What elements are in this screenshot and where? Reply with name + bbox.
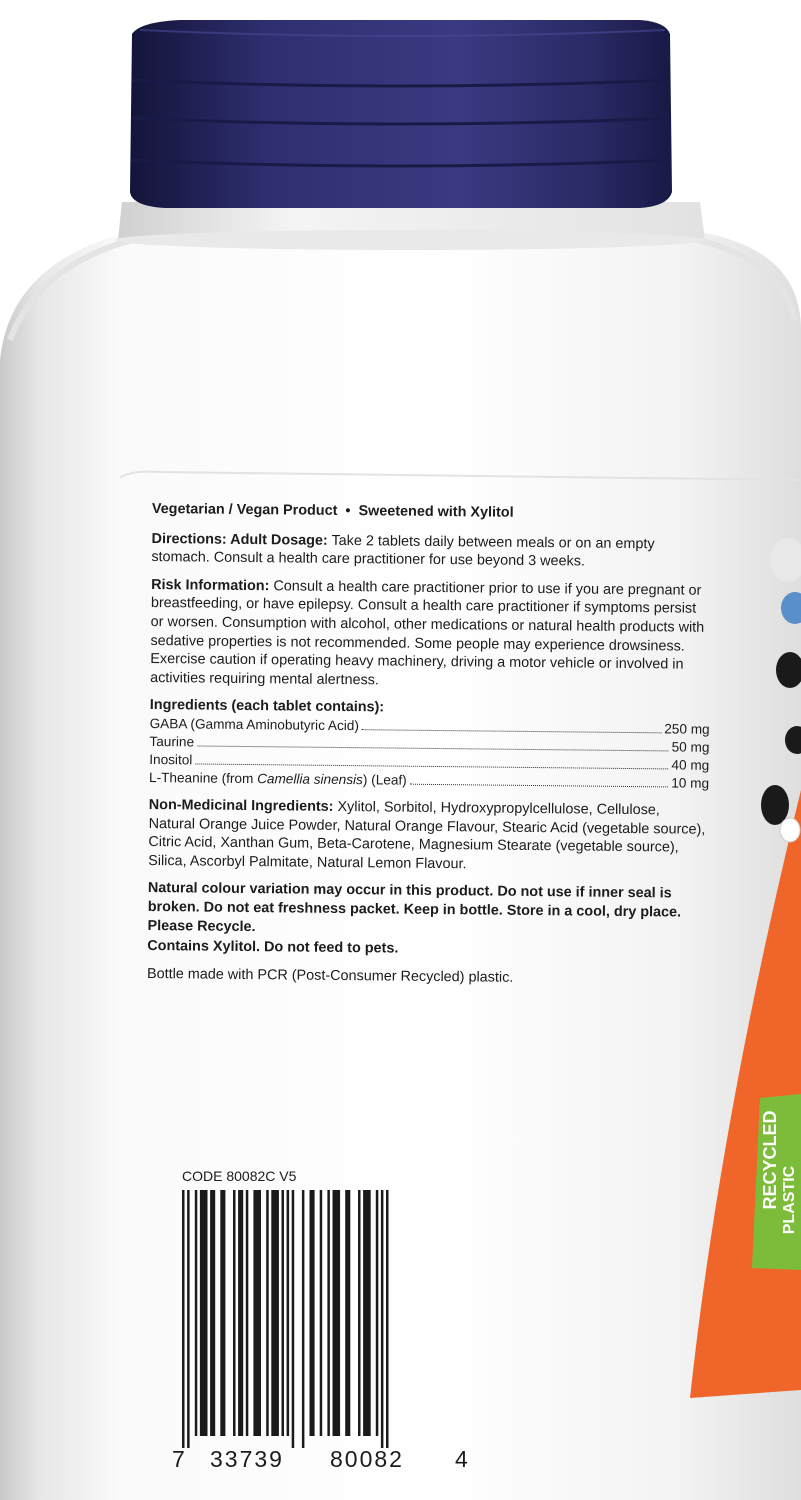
- barcode-digits-right: 80082: [330, 1446, 404, 1472]
- barcode-bar: [358, 1190, 361, 1436]
- risk-label: Risk Information:: [151, 576, 270, 595]
- barcode-bar: [333, 1190, 341, 1436]
- ingredient-amount: 40 mg: [671, 757, 710, 773]
- xylitol-pet-warning: Contains Xylitol. Do not feed to pets.: [147, 938, 399, 957]
- barcode-bar: [195, 1190, 198, 1436]
- barcode-bar: [345, 1190, 350, 1436]
- barcode-digit-last: 4: [455, 1446, 470, 1472]
- directions-text: Take 2 tablets daily between meals or on an empty stomach. Consult a health care practitioner for use beyond 3 weeks.: [151, 532, 655, 570]
- vegan-claim: Vegetarian / Vegan Product: [151, 500, 338, 519]
- barcode-bar: [238, 1190, 243, 1436]
- dot-leader: [195, 763, 668, 769]
- barcode-bar: [386, 1190, 389, 1448]
- non-medicinal-ingredients: [148, 796, 709, 876]
- barcode-bar: [200, 1190, 208, 1436]
- directions: [151, 530, 711, 573]
- ingredient-name: [149, 769, 407, 790]
- label-back-panel: [147, 500, 712, 998]
- barcode-bar: [381, 1190, 384, 1448]
- storage-warning: Natural colour variation may occur in this product. Do not use if inner seal is broken. Do not eat freshness packet. Keep in bottle. Store in a cool, dry place. Please Recycle.: [147, 880, 682, 935]
- svg-text:RECYCLED: RECYCLED: [760, 1110, 780, 1210]
- bottle-cap: [130, 20, 672, 208]
- barcode-bar: [302, 1190, 305, 1448]
- barcode-bar: [253, 1190, 261, 1436]
- barcode-digit-first: 7: [172, 1446, 187, 1472]
- nonmed-text: Xylitol, Sorbitol, Hydroxypropylcellulose, Cellulose, Natural Orange Juice Powder, Natural Orange Flavour, Stearic Acid (vegetable source), Citric Acid, Xanthan Gum, Beta-Carotene, Magnesium Stearate (vegetable source), Silica, Ascorbyl Palmitate, Natural Lemon Flavour.: [148, 798, 706, 873]
- nonmed-label: Non-Medicinal Ingredients:: [148, 796, 334, 815]
- svg-text:PLASTIC: PLASTIC: [781, 1165, 798, 1235]
- barcode-bar: [246, 1190, 249, 1436]
- barcode-bar: [187, 1190, 190, 1448]
- recycle-badge: [752, 1094, 801, 1270]
- barcode-bar: [363, 1190, 371, 1436]
- barcode-digits-left: 33739: [210, 1446, 284, 1472]
- barcode-bar: [182, 1190, 185, 1448]
- barcode-bar: [220, 1190, 225, 1436]
- barcode-bar: [282, 1190, 285, 1436]
- barcode-bar: [233, 1190, 236, 1436]
- ingredient-botanical-name: Camellia sinensis: [257, 771, 363, 788]
- dot-leader: [197, 745, 669, 751]
- ingredient-name-prefix: L-Theanine (from: [149, 769, 258, 787]
- ingredient-name: Taurine: [149, 733, 195, 750]
- risk-information: [150, 576, 711, 693]
- ingredient-amount: 10 mg: [671, 775, 710, 791]
- ingredient-name-suffix: ) (Leaf): [362, 772, 407, 788]
- directions-label: Directions: Adult Dosage:: [151, 530, 328, 549]
- barcode-bar: [327, 1190, 330, 1436]
- barcode-bar: [320, 1190, 323, 1436]
- barcode-bar: [271, 1190, 279, 1436]
- barcode-bar: [210, 1190, 215, 1436]
- ingredients-section: [149, 696, 710, 792]
- dot-leader: [362, 729, 661, 733]
- bottle-recycled-note: Bottle made with PCR (Post-Consumer Recycled) plastic.: [146, 965, 514, 986]
- ingredient-name: GABA (Gamma Aminobutyric Acid): [149, 715, 359, 734]
- barcode-bar: [287, 1190, 290, 1436]
- risk-text: Consult a health care practitioner prior to use if you are pregnant or breastfeeding, or have epilepsy. Consult a health care practitioner if symptoms persist or worsen. Consumption with alcohol, other medications or natural health products with sedative properties is not recommended. Some people may experience drowsiness. Exercise caution if operating heavy machinery, driving a motor vehicle or involved in activities requiring mental alertness.: [150, 578, 705, 689]
- xylitol-claim: Sweetened with Xylitol: [358, 503, 514, 521]
- barcode-bar: [292, 1190, 295, 1448]
- barcode-bar: [310, 1190, 315, 1436]
- ingredient-name: Inositol: [149, 751, 193, 768]
- product-code: CODE 80082C V5: [182, 1168, 297, 1184]
- ingredients-title: Ingredients (each tablet contains):: [149, 697, 385, 716]
- ingredient-amount: 250 mg: [664, 721, 710, 737]
- bullet-separator: •: [345, 503, 351, 520]
- barcode-bar: [266, 1190, 269, 1436]
- dot-leader: [410, 784, 669, 788]
- ingredient-amount: 50 mg: [671, 739, 710, 755]
- barcode-bar: [376, 1190, 379, 1436]
